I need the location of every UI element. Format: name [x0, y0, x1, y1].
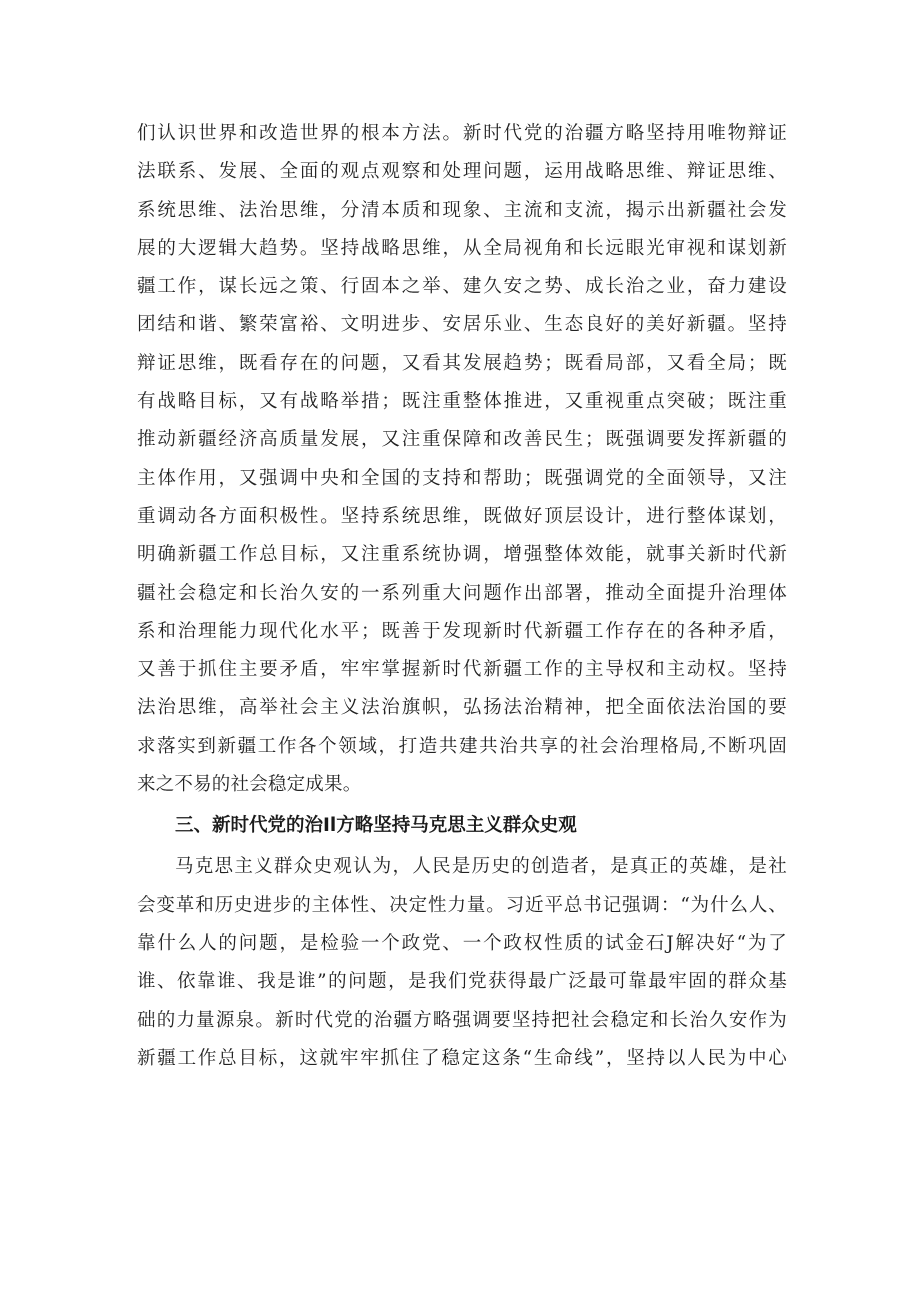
text-line: 系统思维、法治思维，分清本质和现象、主流和支流，揭示出新疆社会发	[137, 199, 787, 221]
text-line: 展的大逻辑大趋势。坚持战略思维，从全局视角和长远眼光审视和谋划新	[137, 237, 787, 259]
text-line: 新疆工作总目标，这就牢牢抓住了稳定这条“生命线”，坚持以人民为中心	[137, 1047, 787, 1069]
section-heading-3: 三、新时代党的治Il方略坚持马克思主义群众史观	[175, 815, 577, 837]
text-line: 来之不易的社会稳定成果。	[137, 774, 362, 796]
paragraph-methodology	[137, 115, 787, 804]
text-line: 推动新疆经济高质量发展，又注重保障和改善民生；既强调要发挥新疆的	[137, 429, 787, 451]
text-line: 主体作用，又强调中央和全国的支持和帮助；既强调党的全面领导，又注	[137, 467, 787, 489]
text-line: 法联系、发展、全面的观点观察和处理问题，运用战略思维、辩证思维、	[137, 161, 787, 183]
text-line: 有战略目标，又有战略举措；既注重整体推进，又重视重点突破；既注重	[137, 391, 787, 413]
document-body	[137, 115, 787, 1078]
text-line: 法治思维，高举社会主义法治旗帜，弘扬法治精神，把全面依法治国的要	[137, 697, 787, 719]
text-line: 又善于抓住主要矛盾，牢牢掌握新时代新疆工作的主导权和主动权。坚持	[137, 659, 787, 681]
text-line: 础的力量源泉。新时代党的治疆方略强调要坚持把社会稳定和长治久安作为	[137, 1009, 787, 1031]
text-line: 疆工作，谋长远之策、行固本之举、建久安之势、成长治之业，奋力建设	[137, 276, 787, 298]
text-line: 疆社会稳定和长治久安的一系列重大问题作出部署，推动全面提升治理体	[137, 582, 787, 604]
text-line: 们认识世界和改造世界的根本方法。新时代党的治疆方略坚持用唯物辩证	[137, 123, 787, 144]
paragraph-mass-history-view	[137, 848, 787, 1078]
text-line: 马克思主义群众史观认为，人民是历史的创造者，是真正的英雄，是社	[175, 856, 787, 878]
text-line: 谁、依靠谁、我是谁”的问题，是我们党获得最广泛最可靠最牢固的群众基	[137, 971, 787, 993]
text-line: 求落实到新疆工作各个领域，打造共建共治共享的社会治理格局,不断巩固	[137, 735, 787, 757]
text-line: 系和治理能力现代化水平；既善于发现新时代新疆工作存在的各种矛盾，	[137, 620, 787, 642]
text-line: 重调动各方面积极性。坚持系统思维，既做好顶层设计，进行整体谋划，	[137, 505, 787, 527]
text-line: 会变革和历史进步的主体性、决定性力量。习近平总书记强调：“为什么人、	[137, 894, 787, 916]
text-line: 辩证思维，既看存在的问题，又看其发展趋势；既看局部，又看全局；既	[137, 352, 787, 374]
text-line: 团结和谐、繁荣富裕、文明进步、安居乐业、生态良好的美好新疆。坚持	[137, 314, 787, 336]
text-line: 靠什么人的问题，是检验一个政党、一个政权性质的试金石J解决好“为了	[137, 932, 787, 954]
text-line: 明确新疆工作总目标，又注重系统协调，增强整体效能，就事关新时代新	[137, 544, 787, 566]
